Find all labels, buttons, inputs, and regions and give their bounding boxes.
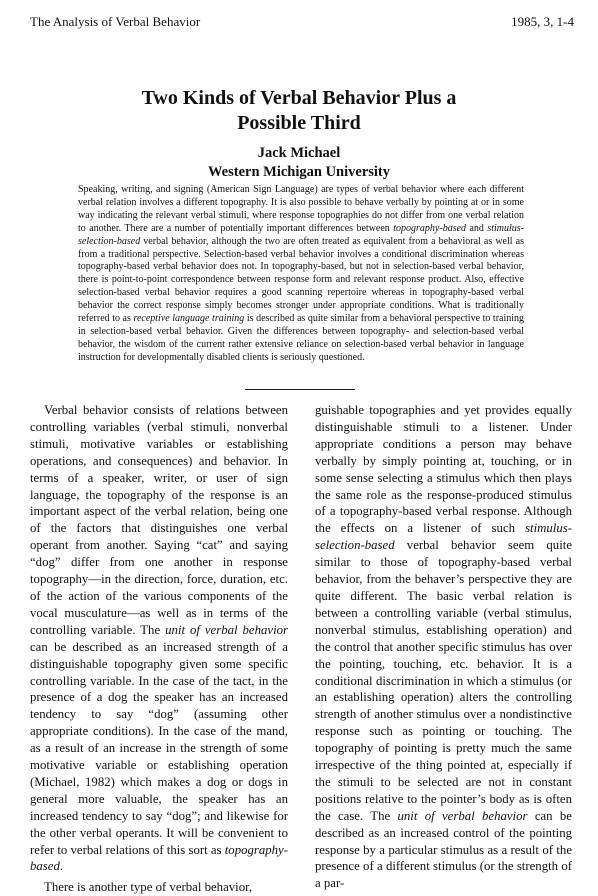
left-column [30,402,288,896]
section-divider [245,389,355,390]
body-paragraph [315,402,572,892]
body-term: topography-based [30,842,289,874]
body-text: can be described as an increased control of the pointing response by a particular stimulus as a result of the presence of a different stimulus (or the strength of a par- [315,808,572,891]
abstract-term: stimulus-selection-based [78,222,524,247]
body-paragraph: There is another type of verbal behavior, [44,880,253,895]
body-paragraph [30,402,288,875]
body-term: unit of verbal behavior [397,808,528,823]
abstract-text: and [466,222,488,234]
body-text: guishable topographies and yet provides equally distinguishable stimuli to a listener. Under appropriate conditions a person may behave verbally by simply pointing at, touching, or in some sense selecting a stimulus which then plays the same role as the response-produced stimulus of a topography-based verbal response. Although the effects on a listener of such [315,403,572,536]
running-head [30,14,574,30]
body-text: can be described as an increased strength of a distinguishable topography given some specific controlling variable. In the case of the tact, in the presence of a dog the speaker has an increased tendency to say “dog” (assuming other appropriate conditions). In the case of the mand, as a result of an increase in the strength of some motivative variable or establishing operation (Michael, 1982) which makes a dog or dogs in general more valuable, the speaker has an increased tendency to say “dog”; and likewise for the other verbal operants. It will be convenient to refer to verbal relations of this sort as [30,639,288,857]
abstract-text: Speaking, writing, and signing (American Sign Language) are types of verbal behavior where each different verbal relation involves a different topography. It is also possible to behave verbally by pointing at or in some way indicating the relevant verbal stimuli, where response topographies do not differ from one verbal relation to another. There are a number of potentially important differences between [78,184,524,234]
article-title [0,86,598,136]
journal-name: The Analysis of Verbal Behavior [30,14,201,29]
body-term: stimulus-selection-based [315,521,572,553]
abstract-text: is described as quite similar from a behavioral perspective to training in selection-based verbal behavior. Given the differences between topography- and selection-based verbal behavior, the wisdom of the current rather extensive reliance on selection-based verbal behavior in language instruction for developmentally disabled clients is seriously questioned. [78,313,525,363]
abstract [78,184,524,365]
title-line-1: Two Kinds of Verbal Behavior Plus a [141,87,457,109]
abstract-text: verbal behavior, although the two are often treated as equivalent from a behavioral as well as from a traditional perspective. Selection-based verbal behavior involves a conditional discrimination whereas topography-based verbal behavior does not. In topography-based, but not in selection-based verbal behavior, there is point-to-point correspondence between response form and relevant response product. Also, effective selection-based verbal behavior requires a good scanning repertoire whereas in topography-based verbal behavior the correct response simply becomes stronger under appropriate conditions. What is traditionally referred to as [78,235,524,325]
right-column [315,402,572,892]
body-text: Verbal behavior consists of relations between controlling variables (verbal stimuli, nonverbal stimuli, motivative variables or establishing operations, and consequences) and behavior. In terms of a speaker, writer, or user of sign language, the topography of the response is an important aspect of the verbal relation, being one of the factors that distinguishes one verbal operant from another. Saying “cat” and saying “dog” differ from one another in response topography—in the direction, force, duration, etc. of the action of the various components of the vocal musculature—as well as in terms of the controlling variable. The [30,403,288,637]
body-text: . [59,859,64,874]
body-text: verbal behavior seem quite similar to those of topography-based verbal behavior, from the behaver’s perspective they are quite different. The basic verbal relation is between a controlling variable (verbal stimulus, nonverbal stimulus, establishing operation) and the control that another specific stimulus has over the pointing, touching, etc. behavior. It is a conditional discrimination in which a stimulus (or an establishing operation) alters the controlling strength of another stimulus over a nondistinctive response such as pointing or touching. The topography of pointing is pretty much the same irrespective of the thing pointed at, especially if the stimuli to be selected are not in constant positions relative to the pointer’s body as is often the case. The [315,538,572,823]
author-name: Jack Michael [257,145,341,161]
body-term: unit of verbal behavior [165,622,288,637]
abstract-term: receptive language training [133,313,245,325]
citation: 1985, 3, 1-4 [511,14,574,29]
title-line-2: Possible Third [237,112,361,134]
abstract-term: topography-based [393,222,467,234]
affiliation: Western Michigan University [207,164,391,180]
